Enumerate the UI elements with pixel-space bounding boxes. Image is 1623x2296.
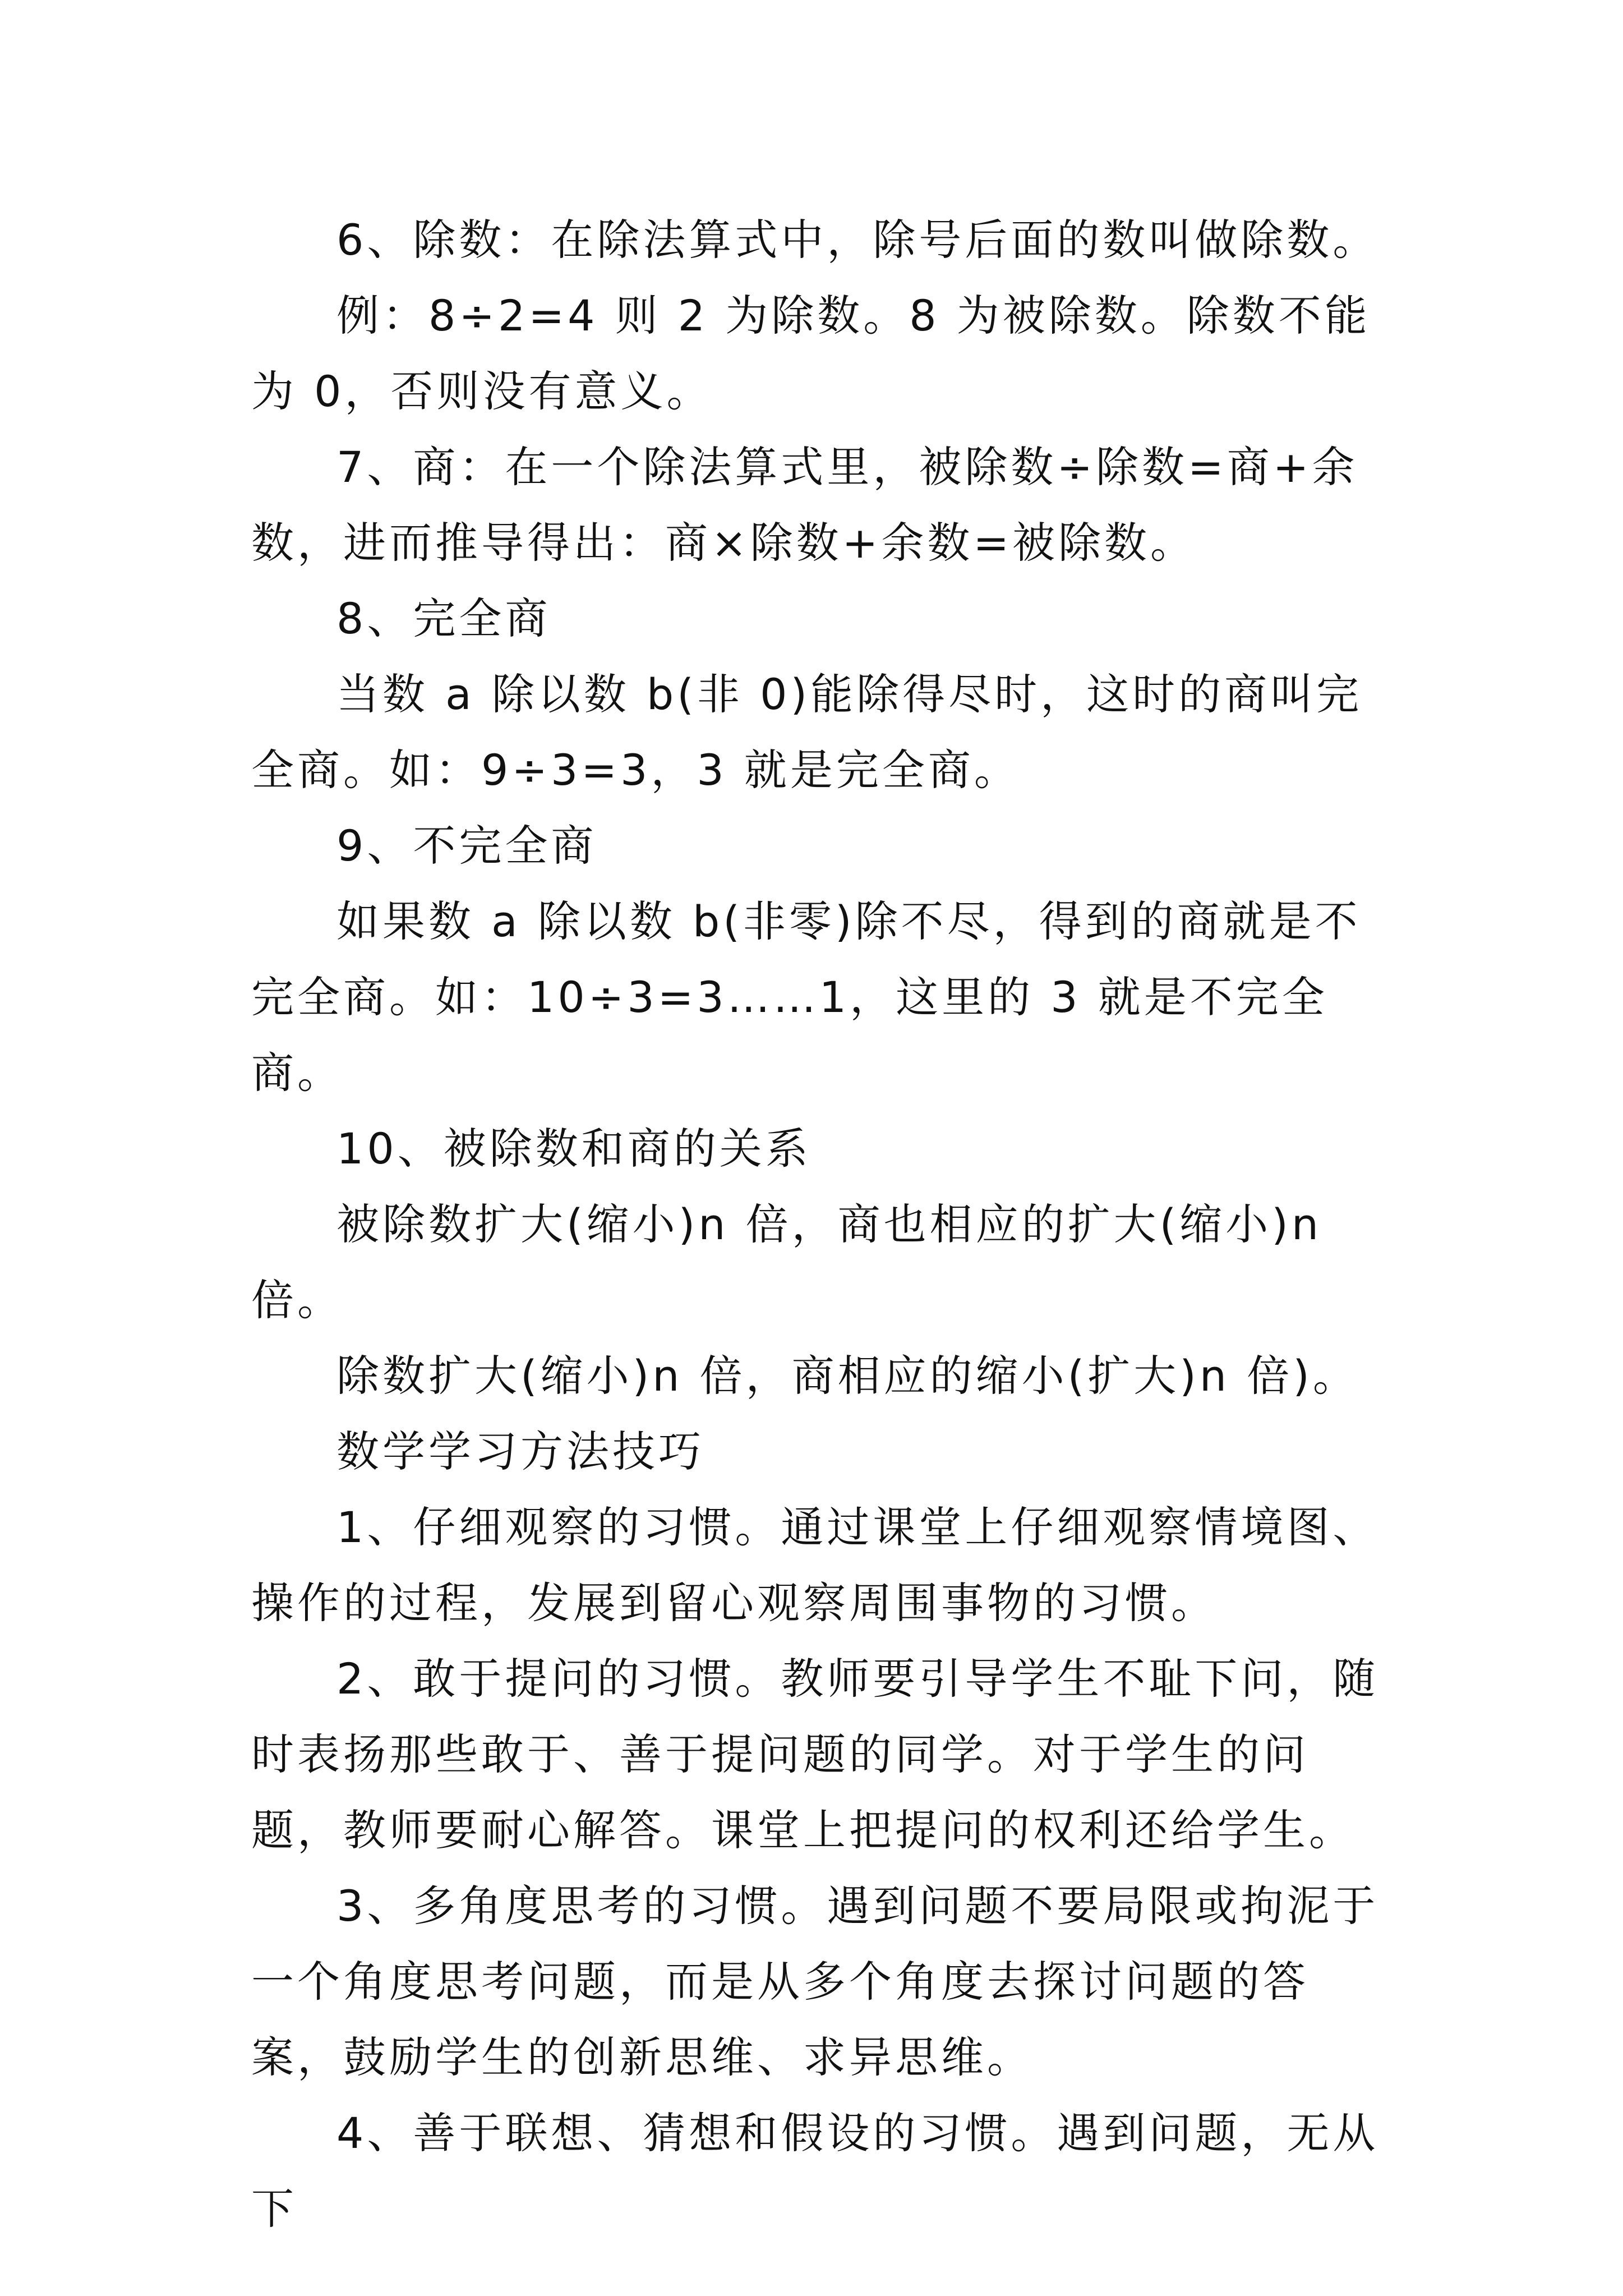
paragraph-divisor-definition: 6、除数：在除法算式中，除号后面的数叫做除数。 <box>336 215 1379 265</box>
heading-incomplete-quotient: 9、不完全商 <box>336 821 597 871</box>
paragraph-observation-habit: 1、仔细观察的习惯。通过课堂上仔细观察情境图、操作的过程，发展到留心观察周围事物的习惯。 <box>251 1502 1379 1628</box>
heading-study-methods: 数学学习方法技巧 <box>336 1427 704 1476</box>
paragraph-incomplete-quotient: 如果数 a 除以数 b(非零)除不尽，得到的商就是不完全商。如：10÷3=3……1，这里的 3 就是不完全商。 <box>251 896 1361 1098</box>
document-body <box>251 202 1384 2247</box>
paragraph-divisor-example: 例：8÷2=4 则 2 为除数。8 为被除数。除数不能为 0，否则没有意义。 <box>251 291 1371 416</box>
heading-dividend-quotient-relation: 10、被除数和商的关系 <box>336 1124 811 1174</box>
paragraph-dividend-scaling: 被除数扩大(缩小)n 倍，商也相应的扩大(缩小)n 倍。 <box>251 1199 1322 1325</box>
paragraph-divisor-scaling: 除数扩大(缩小)n 倍，商相应的缩小(扩大)n 倍)。 <box>336 1351 1359 1401</box>
paragraph-multi-angle-habit: 3、多角度思考的习惯。遇到问题不要局限或拘泥于一个角度思考问题，而是从多个角度去探讨问题的答案，鼓励学生的创新思维、求异思维。 <box>251 1881 1379 2082</box>
paragraph-complete-quotient: 当数 a 除以数 b(非 0)能除得尽时，这时的商叫完全商。如：9÷3=3，3 就是完全商。 <box>251 669 1363 795</box>
paragraph-association-habit: 4、善于联想、猜想和假设的习惯。遇到问题，无从下 <box>251 2108 1379 2234</box>
paragraph-quotient-definition: 7、商：在一个除法算式里，被除数÷除数=商+余数，进而推导得出：商×除数+余数=被除数。 <box>251 442 1358 568</box>
paragraph-questioning-habit: 2、敢于提问的习惯。教师要引导学生不耻下问，随时表扬那些敢于、善于提问题的同学。对于学生的问题，教师要耐心解答。课堂上把提问的权利还给学生。 <box>251 1654 1379 1855</box>
heading-complete-quotient: 8、完全商 <box>336 593 551 643</box>
